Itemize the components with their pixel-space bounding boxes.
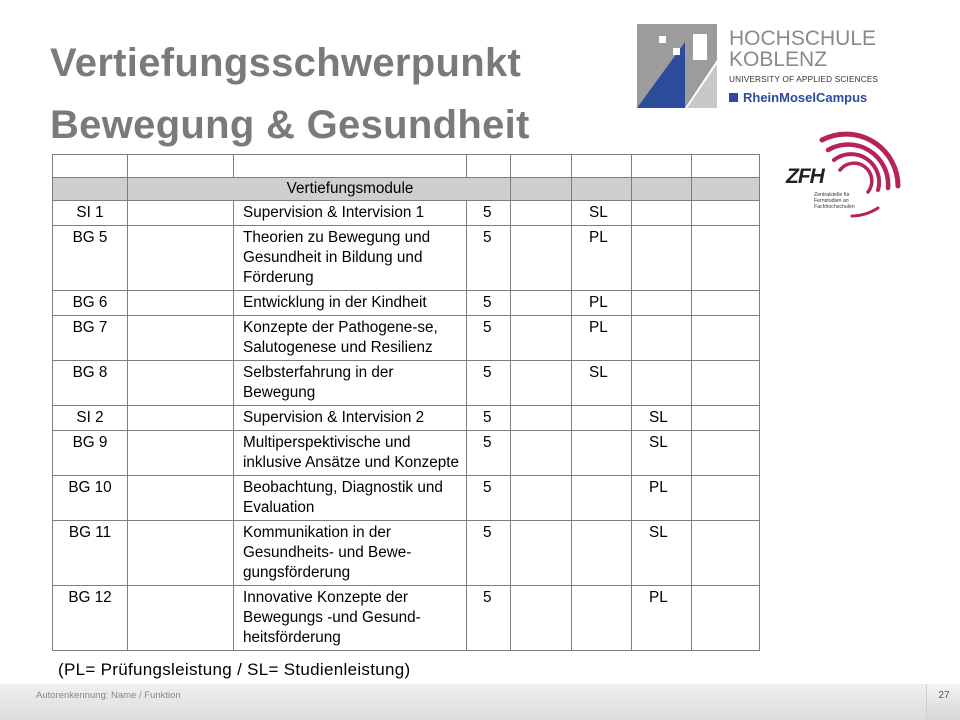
empty-cell <box>692 586 760 651</box>
module-name: Theorien zu Bewegung und Gesundheit in Bildung und Förderung <box>234 226 467 291</box>
modules-table <box>52 154 760 651</box>
section-header-row <box>53 178 760 201</box>
empty-cell <box>128 316 234 361</box>
empty-cell <box>128 476 234 521</box>
module-ects: 5 <box>467 406 511 431</box>
empty-cell <box>692 521 760 586</box>
module-name: Innovative Konzepte der Bewegungs -und Gesund-heitsförderung <box>234 586 467 651</box>
module-ects: 5 <box>467 476 511 521</box>
module-code: BG 5 <box>53 226 128 291</box>
campus-square-icon <box>729 93 738 102</box>
module-code: BG 6 <box>53 291 128 316</box>
empty-cell <box>511 431 572 476</box>
empty-cell <box>511 521 572 586</box>
module-assessment-term1: SL <box>572 201 632 226</box>
module-assessment-term1 <box>572 476 632 521</box>
slide-subtitle: Bewegung & Gesundheit <box>50 103 530 147</box>
module-ects: 5 <box>467 291 511 316</box>
hochschule-name-line1: HOCHSCHULE <box>729 27 877 50</box>
module-code: BG 12 <box>53 586 128 651</box>
module-ects: 5 <box>467 201 511 226</box>
table-row <box>53 226 760 291</box>
empty-cell <box>692 406 760 431</box>
empty-cell <box>128 586 234 651</box>
module-assessment-term1 <box>572 431 632 476</box>
empty-cell <box>128 521 234 586</box>
module-assessment-term1: PL <box>572 291 632 316</box>
hochschule-name-line2: KOBLENZ <box>729 48 828 71</box>
module-name: Selbsterfahrung in der Bewegung <box>234 361 467 406</box>
hochschule-koblenz-logo <box>637 24 927 112</box>
module-assessment-term2: PL <box>632 476 692 521</box>
module-assessment-term2 <box>632 361 692 406</box>
table-row <box>53 201 760 226</box>
empty-cell <box>511 586 572 651</box>
module-name: Supervision & Intervision 1 <box>234 201 467 226</box>
table-row <box>53 476 760 521</box>
module-assessment-term1: SL <box>572 361 632 406</box>
table-row <box>53 586 760 651</box>
empty-cell <box>128 201 234 226</box>
empty-cell <box>692 476 760 521</box>
empty-cell <box>692 316 760 361</box>
module-code: BG 10 <box>53 476 128 521</box>
empty-cell <box>511 201 572 226</box>
zfh-description: Zentralstelle für Fernstudien an Fachhochschulen <box>814 192 855 210</box>
hochschule-campus-label: RheinMoselCampus <box>743 90 868 105</box>
table-row <box>53 291 760 316</box>
module-ects: 5 <box>467 521 511 586</box>
module-assessment-term2: SL <box>632 521 692 586</box>
hochschule-name <box>729 28 876 70</box>
table-spacer-row <box>53 155 760 178</box>
module-ects: 5 <box>467 226 511 291</box>
empty-cell <box>692 361 760 406</box>
zfh-letters: ZFH <box>786 165 824 188</box>
module-assessment-term2: SL <box>632 431 692 476</box>
module-name: Supervision & Intervision 2 <box>234 406 467 431</box>
module-ects: 5 <box>467 316 511 361</box>
empty-cell <box>692 201 760 226</box>
hochschule-mark-icon <box>637 24 717 108</box>
empty-cell <box>511 361 572 406</box>
table-row <box>53 406 760 431</box>
modules-table-body <box>53 155 760 651</box>
empty-cell <box>128 406 234 431</box>
module-name: Beobachtung, Diagnostik und Evaluation <box>234 476 467 521</box>
hochschule-subtitle: UNIVERSITY OF APPLIED SCIENCES <box>729 75 879 84</box>
grading-footnote: (PL= Prüfungsleistung / SL= Studienleistung) <box>58 660 411 679</box>
table-row <box>53 361 760 406</box>
module-name: Multiperspektivische und inklusive Ansätze und Konzepte <box>234 431 467 476</box>
footer-author: Autorenkennung: Name / Funktion <box>36 690 181 701</box>
module-code: BG 9 <box>53 431 128 476</box>
table-row <box>53 521 760 586</box>
module-assessment-term1 <box>572 586 632 651</box>
slide-title: Vertiefungsschwerpunkt <box>50 41 522 85</box>
module-code: BG 7 <box>53 316 128 361</box>
page-number: 27 <box>938 690 950 701</box>
empty-cell <box>511 291 572 316</box>
empty-cell <box>511 226 572 291</box>
page-number-box <box>926 684 960 720</box>
empty-cell <box>511 406 572 431</box>
empty-cell <box>511 476 572 521</box>
module-code: BG 8 <box>53 361 128 406</box>
empty-cell <box>128 431 234 476</box>
module-code: SI 1 <box>53 201 128 226</box>
module-assessment-term2 <box>632 291 692 316</box>
empty-cell <box>128 361 234 406</box>
module-name: Entwicklung in der Kindheit <box>234 291 467 316</box>
empty-cell <box>692 226 760 291</box>
module-name: Kommunikation in der Gesundheits- und Bewe-gungsförderung <box>234 521 467 586</box>
module-assessment-term2 <box>632 226 692 291</box>
module-assessment-term1: PL <box>572 316 632 361</box>
table-row <box>53 431 760 476</box>
module-code: BG 11 <box>53 521 128 586</box>
module-ects: 5 <box>467 586 511 651</box>
module-assessment-term2 <box>632 201 692 226</box>
empty-cell <box>128 291 234 316</box>
module-assessment-term1 <box>572 406 632 431</box>
module-assessment-term2: SL <box>632 406 692 431</box>
empty-cell <box>128 226 234 291</box>
module-assessment-term2 <box>632 316 692 361</box>
module-name: Konzepte der Pathogene-se, Salutogenese und Resilienz <box>234 316 467 361</box>
table-row <box>53 316 760 361</box>
module-ects: 5 <box>467 431 511 476</box>
module-code: SI 2 <box>53 406 128 431</box>
empty-cell <box>692 431 760 476</box>
module-assessment-term2: PL <box>632 586 692 651</box>
zfh-logo <box>782 128 908 220</box>
empty-cell <box>692 291 760 316</box>
empty-cell <box>511 316 572 361</box>
section-header: Vertiefungsmodule <box>234 178 467 201</box>
module-assessment-term1: PL <box>572 226 632 291</box>
module-assessment-term1 <box>572 521 632 586</box>
module-ects: 5 <box>467 361 511 406</box>
hochschule-campus <box>729 90 867 105</box>
